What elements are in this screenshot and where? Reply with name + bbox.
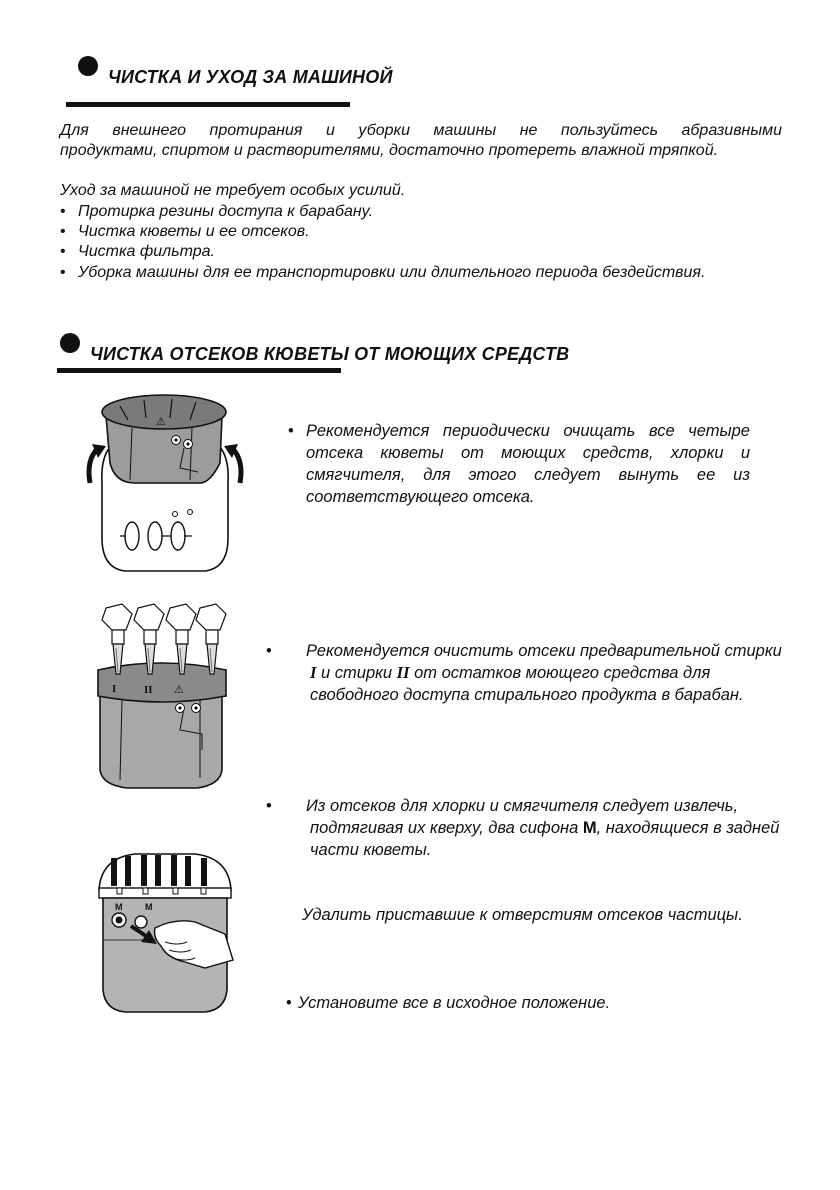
bullet: • [286, 994, 292, 1012]
section-title-dispenser: ЧИСТКА ОТСЕКОВ КЮВЕТЫ ОТ МОЮЩИХ СРЕДСТВ [90, 344, 570, 364]
siphon-label: M [582, 819, 597, 837]
compartment-label-I: I [112, 683, 117, 695]
bullet: • [266, 642, 272, 660]
section-title-underline [66, 102, 350, 107]
step-2-text [266, 640, 790, 706]
step-4-text: Удалить приставшие к отверстиям отсеков частицы. [302, 906, 743, 924]
compartment-label-II: II [144, 684, 153, 696]
warning-icon: ⚠ [156, 415, 166, 428]
care-list-item-text: Чистка фильтра. [78, 243, 215, 260]
step-2-text-part: от остатков моющего средства для свободного доступа стирального продукта в барабан. [310, 664, 744, 704]
care-list-item [60, 202, 373, 222]
bullet: • [266, 797, 272, 815]
figure-clean-compartments [92, 600, 232, 800]
step-3-text-part: , находящиеся в задней части кюветы. [310, 819, 780, 859]
care-list-item [60, 222, 310, 242]
intro-line-1: Для внешнего протирания и уборки машины не пользуйтесь абразивными [60, 122, 782, 139]
bullet: • [60, 243, 66, 260]
care-list-item-text: Протирка резины доступа к барабану. [78, 203, 374, 220]
warning-icon: ⚠ [174, 683, 184, 696]
care-intro: Уход за машиной не требует особых усилий. [60, 182, 406, 199]
step-3-text-part: Из отсеков для хлорки и смягчителя следует извлечь, подтягивая их кверху, два сифона [306, 797, 739, 837]
care-list-item [60, 263, 705, 283]
step-3-text [266, 795, 810, 861]
roman-label-I: I [310, 663, 317, 682]
intro-line-2: продуктами, спиртом и растворителями, достаточно протереть влажной тряпкой. [60, 142, 719, 159]
roman-label-II: II [396, 663, 410, 682]
care-list-item [60, 242, 215, 262]
step-1-line: соответствующего отсека. [306, 488, 535, 506]
section-bullet-dot [78, 56, 98, 76]
figure-remove-drawer [80, 388, 250, 588]
step-1-text [288, 420, 750, 508]
section-title-underline [57, 368, 341, 373]
care-list-item-text: Чистка кюветы и ее отсеков. [78, 223, 310, 240]
bullet: • [288, 422, 294, 440]
section-title-care: ЧИСТКА И УХОД ЗА МАШИНОЙ [108, 67, 393, 87]
siphon-label-m2: M [145, 902, 153, 912]
section-bullet-dot [60, 333, 80, 353]
bullet: • [60, 264, 66, 281]
step-2-text-part: Рекомендуется очистить отсеки предварительной стирки [306, 642, 782, 660]
care-list-item-text: Уборка машины для ее транспортировки или длительного периода бездействия. [78, 264, 706, 281]
figure-remove-siphons [95, 850, 235, 1015]
bullet: • [60, 203, 66, 220]
step-5-text [286, 992, 610, 1014]
step-5-text-content: Установите все в исходное положение. [298, 994, 611, 1012]
step-1-line: отсека кюветы от моющих средств, хлорки и [306, 444, 750, 462]
step-1-line: Рекомендуется периодически очищать все четыре [306, 422, 750, 440]
siphon-label-m1: M [115, 902, 123, 912]
step-2-text-part: и стирки [316, 664, 397, 682]
step-1-line: смягчителя, для этого следует вынуть ее из [306, 466, 750, 484]
bullet: • [60, 223, 66, 240]
